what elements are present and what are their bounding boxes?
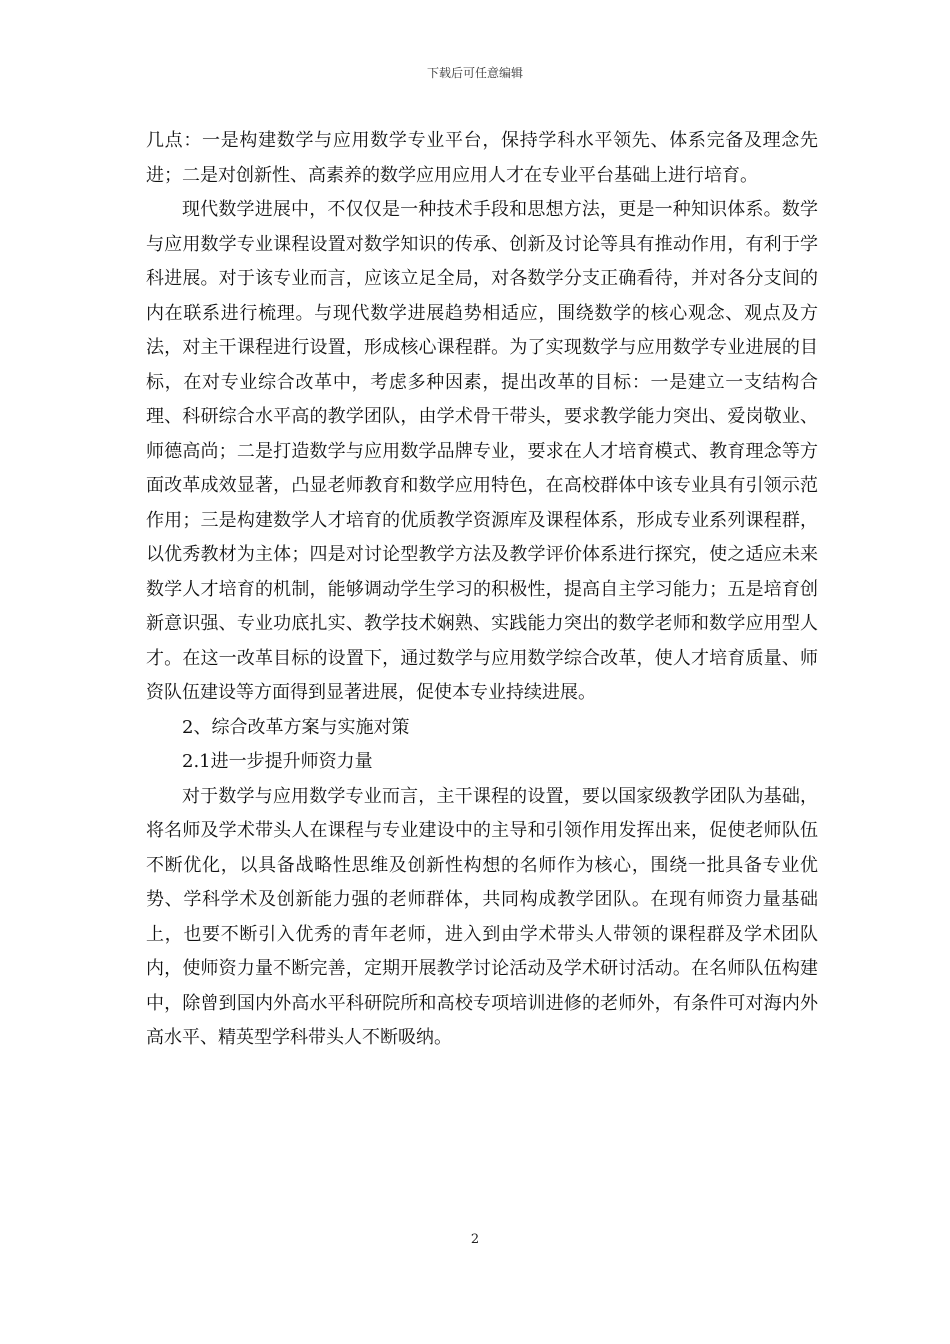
subsection-heading-faculty: 2.1进一步提升师资力量 xyxy=(182,751,373,772)
page-number: 2 xyxy=(470,1232,480,1247)
section-heading-reform-plan: 2、综合改革方案与实施对策 xyxy=(182,716,410,738)
page-header: 下载后可任意编辑 xyxy=(426,66,523,80)
paragraph-reform-goals: 现代数学进展中，不仅仅是一种技术手段和思想方法，更是一种知识体系。数学与应用数学专业课程设置对数学知识的传承、创新及讨论等具有推动作用，有利于学科进展。对于该专业而言，应该立足全局，对各数学分支正确看待，并对各分支间的内在联系进行梳理。与现代数学进展趋势相适应，围绕数学的核心观念、观点及方法，对主干课程进行设置，形成核心课程群。为了实现数学与应用数学专业进展的目标，在对专业综合改革中，考虑多种因素，提出改革的目标：一是建立一支结构合理、科研综合水平高的教学团队，由学术骨干带头，要求教学能力突出、爱岗敬业、师德高尚；二是打造数学与应用数学品牌专业，要求在人才培育模式、教育理念等方面改革成效显著，凸显老师教育和数学应用特色，在高校群体中该专业具有引领示范作用；三是构建数学人才培育的优质教学资源库及课程体系，形成专业系列课程群，以优秀教材为主体；四是对讨论型教学方法及教学评价体系进行探究，使之适应未来数学人才培育的机制，能够调动学生学习的积极性，提高自主学习能力；五是培育创新意识强、专业功底扎实、教学技术娴熟、实践能力突出的数学老师和数学应用型人才。在这一改革目标的设置下，通过数学与应用数学综合改革，使人才培育质量、师资队伍建设等方面得到显著进展，促使本专业持续进展。 xyxy=(146,199,818,703)
paragraph-faculty: 对于数学与应用数学专业而言，主干课程的设置，要以国家级教学团队为基础，将名师及学术带头人在课程与专业建设中的主导和引领作用发挥出来，促使老师队伍不断优化，以具备战略性思维及创新性构想的名师作为核心，围绕一批具备专业优势、学科学术及创新能力强的老师群体，共同构成教学团队。在现有师资力量基础上，也要不断引入优秀的青年老师，进入到由学术带头人带领的课程群及学术团队内，使师资力量不断完善，定期开展教学讨论活动及学术研讨活动。在名师队伍构建中，除曾到国内外高水平科研院所和高校专项培训进修的老师外，有条件可对海内外高水平、精英型学科带头人不断吸纳。 xyxy=(146,785,818,1048)
paragraph-continuation: 几点：一是构建数学与应用数学专业平台，保持学科水平领先、体系完备及理念先进；二是对创新性、高素养的数学应用应用人才在专业平台基础上进行培育。 xyxy=(146,130,818,186)
document-body xyxy=(146,124,818,1056)
